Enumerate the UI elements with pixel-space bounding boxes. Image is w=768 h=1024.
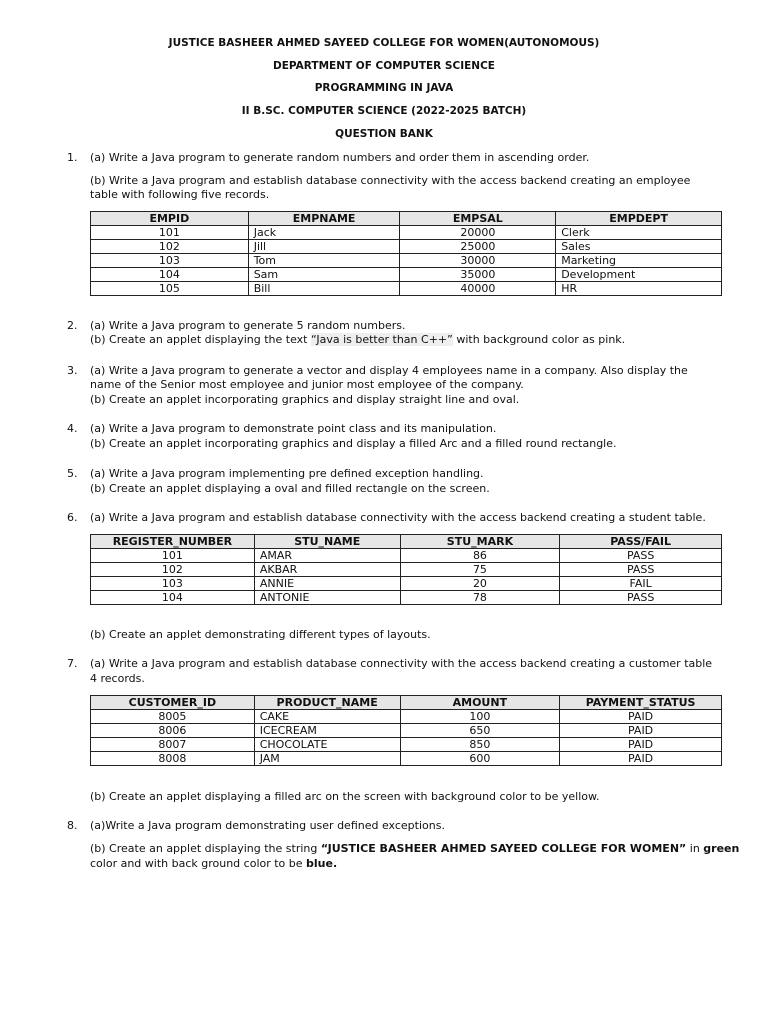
table-cell: 102 <box>91 240 249 254</box>
q2-part-b-rest: with background color as pink. <box>452 333 626 346</box>
column-header: STU_MARK <box>400 535 560 549</box>
table-cell: PAID <box>560 752 722 766</box>
table-cell: FAIL <box>560 577 722 591</box>
column-header: STU_NAME <box>254 535 400 549</box>
q8-part-b-line2 <box>90 857 337 870</box>
table-cell: 20000 <box>400 226 556 240</box>
table-cell: 30000 <box>400 254 556 268</box>
table-cell: 100 <box>400 710 560 724</box>
table-cell: 101 <box>91 549 255 563</box>
table-cell: Development <box>556 268 722 282</box>
q8-number: 8. <box>67 819 78 832</box>
q8-part-b-in: in <box>686 842 704 855</box>
q6-part-b: (b) Create an applet demonstrating different types of layouts. <box>90 628 431 641</box>
table-cell: 8008 <box>91 752 255 766</box>
table-cell: Marketing <box>556 254 722 268</box>
highlighted-text: “Java is better than C++” <box>310 333 453 346</box>
table-row <box>91 549 722 563</box>
table-cell: 8007 <box>91 738 255 752</box>
table-row <box>91 282 722 296</box>
q2-part-b <box>90 333 625 346</box>
table-cell: 850 <box>400 738 560 752</box>
table-row <box>91 724 722 738</box>
table-row <box>91 226 722 240</box>
q2-part-b-text: (b) Create an applet displaying the text <box>90 333 311 346</box>
column-header: EMPDEPT <box>556 212 722 226</box>
table-row <box>91 577 722 591</box>
table-cell: 650 <box>400 724 560 738</box>
table-cell: 86 <box>400 549 560 563</box>
column-header: EMPNAME <box>248 212 400 226</box>
q8-part-b-text: (b) Create an applet displaying the string <box>90 842 321 855</box>
table-cell: AKBAR <box>254 563 400 577</box>
q7-part-a-line2: 4 records. <box>90 672 145 685</box>
q3-number: 3. <box>67 364 78 377</box>
q4-number: 4. <box>67 422 78 435</box>
q1-part-b-line2: table with following five records. <box>90 188 270 201</box>
q7-part-b: (b) Create an applet displaying a filled arc on the screen with background color to be yellow. <box>90 790 600 803</box>
column-header: AMOUNT <box>400 696 560 710</box>
green-word: green <box>703 842 740 855</box>
q2-number: 2. <box>67 319 78 332</box>
q7-number: 7. <box>67 657 78 670</box>
employee-table <box>90 211 722 296</box>
q6-part-a: (a) Write a Java program and establish database connectivity with the access backend creating a student table. <box>90 511 706 524</box>
q3-part-b: (b) Create an applet incorporating graphics and display straight line and oval. <box>90 393 520 406</box>
table-cell: 104 <box>91 268 249 282</box>
table-cell: 105 <box>91 282 249 296</box>
table-cell: PAID <box>560 738 722 752</box>
q3-part-a-line1: (a) Write a Java program to generate a vector and display 4 employees name in a company. Also display the <box>90 364 688 377</box>
customer-table <box>90 695 722 766</box>
q5-number: 5. <box>67 467 78 480</box>
q8-part-b-line1 <box>90 842 739 855</box>
column-header: REGISTER_NUMBER <box>91 535 255 549</box>
table-cell: 103 <box>91 254 249 268</box>
table-cell: Jack <box>248 226 400 240</box>
q2-part-a: (a) Write a Java program to generate 5 random numbers. <box>90 319 406 332</box>
table-cell: Sam <box>248 268 400 282</box>
college-name: JUSTICE BASHEER AHMED SAYEED COLLEGE FOR WOMEN(AUTONOMOUS) <box>168 37 600 49</box>
table-cell: ICECREAM <box>254 724 400 738</box>
q6-number: 6. <box>67 511 78 524</box>
table-cell: Jill <box>248 240 400 254</box>
table-cell: 8006 <box>91 724 255 738</box>
table-cell: 8005 <box>91 710 255 724</box>
q5-part-a: (a) Write a Java program implementing pre defined exception handling. <box>90 467 484 480</box>
table-cell: CAKE <box>254 710 400 724</box>
q7-part-a-line1: (a) Write a Java program and establish database connectivity with the access backend creating a customer table <box>90 657 713 670</box>
table-cell: PASS <box>560 563 722 577</box>
table-cell: 103 <box>91 577 255 591</box>
table-row <box>91 240 722 254</box>
q1-part-a: (a) Write a Java program to generate random numbers and order them in ascending order. <box>90 151 590 164</box>
table-row <box>91 710 722 724</box>
table-cell: PASS <box>560 549 722 563</box>
table-cell: 20 <box>400 577 560 591</box>
subject-name: PROGRAMMING IN JAVA <box>314 82 454 94</box>
table-cell: 600 <box>400 752 560 766</box>
table-row <box>91 591 722 605</box>
table-cell: 102 <box>91 563 255 577</box>
table-cell: 35000 <box>400 268 556 282</box>
college-string: “JUSTICE BASHEER AHMED SAYEED COLLEGE FOR WOMEN” <box>320 842 687 855</box>
q1-part-b-line1: (b) Write a Java program and establish database connectivity with the access backend creating an employee <box>90 174 691 187</box>
table-cell: 104 <box>91 591 255 605</box>
table-cell: 101 <box>91 226 249 240</box>
table-cell: Tom <box>248 254 400 268</box>
table-cell: PAID <box>560 724 722 738</box>
table-cell: Bill <box>248 282 400 296</box>
table-row <box>91 563 722 577</box>
table-cell: HR <box>556 282 722 296</box>
table-cell: PASS <box>560 591 722 605</box>
table-header-row <box>91 696 722 710</box>
q5-part-b: (b) Create an applet displaying a oval and filled rectangle on the screen. <box>90 482 490 495</box>
table-cell: Clerk <box>556 226 722 240</box>
column-header: PASS/FAIL <box>560 535 722 549</box>
column-header: CUSTOMER_ID <box>91 696 255 710</box>
class-batch: II B.SC. COMPUTER SCIENCE (2022-2025 BATCH) <box>241 105 527 117</box>
table-cell: Sales <box>556 240 722 254</box>
column-header: EMPSAL <box>400 212 556 226</box>
table-cell: 40000 <box>400 282 556 296</box>
doc-title: QUESTION BANK <box>335 128 433 140</box>
table-cell: JAM <box>254 752 400 766</box>
table-cell: 75 <box>400 563 560 577</box>
table-cell: ANNIE <box>254 577 400 591</box>
table-cell: 78 <box>400 591 560 605</box>
table-cell: ANTONIE <box>254 591 400 605</box>
column-header: PAYMENT_STATUS <box>560 696 722 710</box>
table-header-row <box>91 535 722 549</box>
q3-part-a-line2: name of the Senior most employee and junior most employee of the company. <box>90 378 524 391</box>
column-header: PRODUCT_NAME <box>254 696 400 710</box>
q8-part-b-line2-text: color and with back ground color to be <box>90 857 307 870</box>
table-row <box>91 254 722 268</box>
q4-part-b: (b) Create an applet incorporating graphics and display a filled Arc and a filled round rectangle. <box>90 437 617 450</box>
table-cell: CHOCOLATE <box>254 738 400 752</box>
student-table <box>90 534 722 605</box>
table-cell: AMAR <box>254 549 400 563</box>
table-cell: 25000 <box>400 240 556 254</box>
table-row <box>91 752 722 766</box>
q1-number: 1. <box>67 151 78 164</box>
blue-word: blue. <box>306 857 338 870</box>
q4-part-a: (a) Write a Java program to demonstrate point class and its manipulation. <box>90 422 497 435</box>
table-cell: PAID <box>560 710 722 724</box>
department-name: DEPARTMENT OF COMPUTER SCIENCE <box>273 60 495 72</box>
table-header-row <box>91 212 722 226</box>
table-row <box>91 738 722 752</box>
table-row <box>91 268 722 282</box>
q8-part-a: (a)Write a Java program demonstrating user defined exceptions. <box>90 819 445 832</box>
column-header: EMPID <box>91 212 249 226</box>
